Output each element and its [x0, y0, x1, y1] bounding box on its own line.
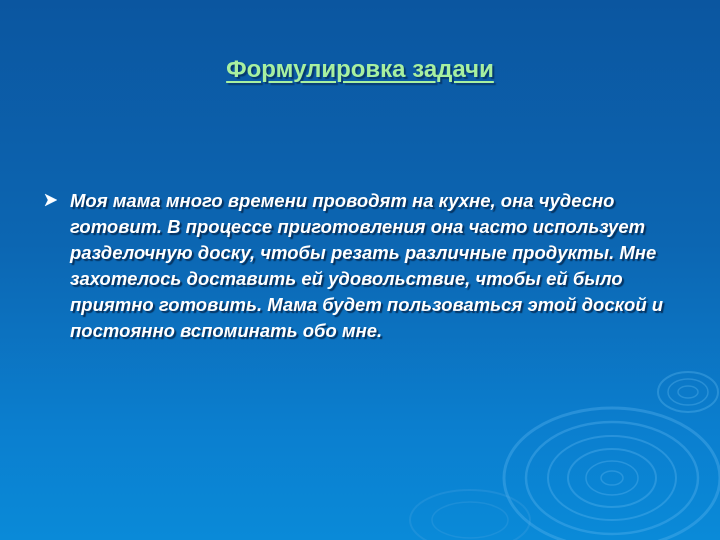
bullet-item	[44, 188, 684, 344]
arrow-bullet-icon	[44, 188, 70, 212]
bullet-list	[44, 188, 684, 344]
bullet-text: Моя мама много времени проводят на кухне, она чудесно готовит. В процессе приготовления она часто использует разделочную доску, чтобы резать различные продукты. Мне захотелось доставить ей удовольствие, чтобы ей было приятно готовить. Мама будет пользоваться этой доской и постоянно вспоминать обо мне.	[70, 190, 664, 341]
slide-title: Формулировка задачи	[226, 56, 494, 83]
